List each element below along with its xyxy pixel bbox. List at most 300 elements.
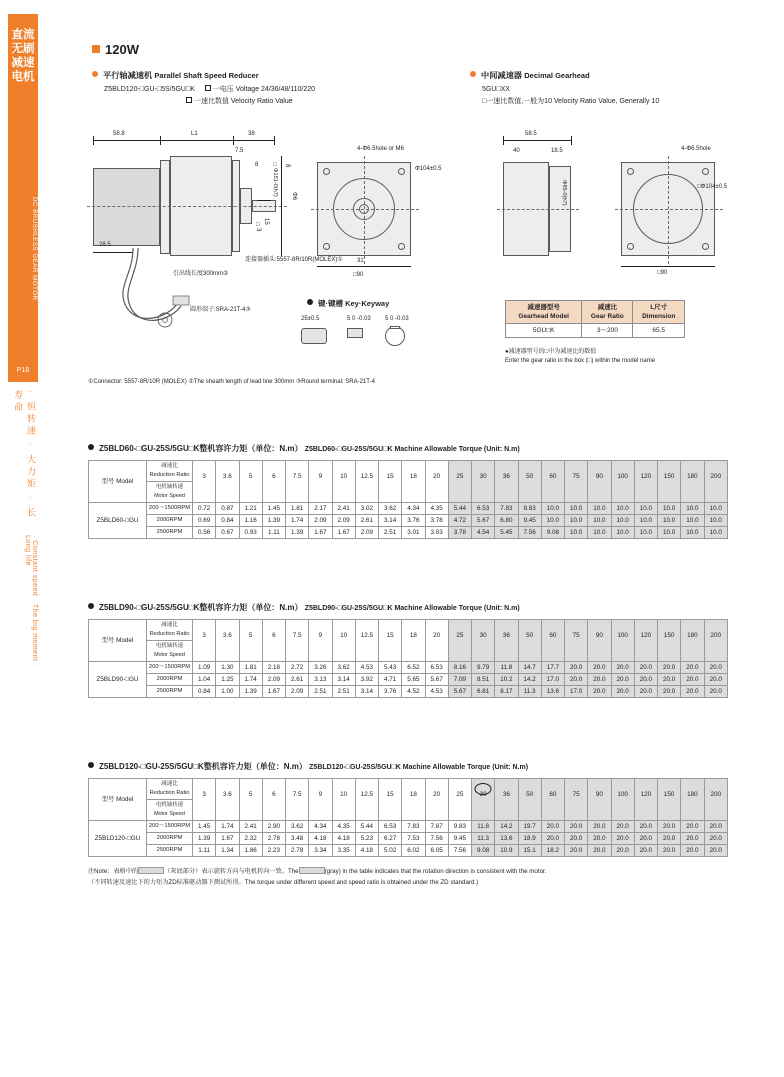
dim-tick	[274, 136, 275, 145]
ratio-spacer-cell	[472, 800, 495, 821]
table-row	[89, 662, 728, 674]
torque-table-3	[88, 778, 728, 857]
ratio-cell: 18	[402, 620, 425, 641]
torque-header-row	[89, 461, 728, 482]
torque-value-cell: 11.8	[472, 821, 495, 833]
torque-value-cell: 3.34	[309, 845, 332, 857]
dim-3: □3	[255, 222, 261, 232]
torque-value-cell: 20.0	[704, 845, 728, 857]
torque-value-cell: 6.80	[495, 515, 518, 527]
torque-value-cell: 0.93	[239, 527, 262, 539]
gearhead-th-dim: L尺寸 Dimension	[633, 301, 685, 324]
ratio-spacer-cell	[355, 482, 378, 503]
speed-cell: 200～1500RPM	[147, 503, 193, 515]
torque-value-cell: 13.6	[495, 833, 518, 845]
torque-value-cell: 10.0	[634, 503, 657, 515]
torque-value-cell: 5.23	[355, 833, 378, 845]
torque-value-cell: 10.0	[611, 515, 634, 527]
ratio-cell: 12.5	[355, 779, 378, 800]
ratio-spacer-cell	[658, 800, 681, 821]
ratio-spacer-cell	[286, 800, 309, 821]
torque-value-cell: 10.0	[611, 503, 634, 515]
ratio-spacer-cell	[541, 482, 564, 503]
speed-cell: 2500RPM	[147, 845, 193, 857]
ratio-cell: 200	[704, 461, 728, 482]
ratio-spacer-cell	[216, 482, 239, 503]
gearhead-note-cn: ●减速器型号的□中为减速比的数值	[505, 349, 597, 355]
torque-value-cell: 20.0	[634, 833, 657, 845]
table-row	[89, 821, 728, 833]
torque-value-cell: 20.0	[565, 674, 588, 686]
dim-tick	[503, 136, 504, 145]
torque-value-cell: 20.0	[634, 662, 657, 674]
shaft-section	[385, 326, 405, 346]
torque-value-cell: 0.72	[193, 503, 216, 515]
speed-cell: 2500RPM	[147, 686, 193, 698]
ratio-cell: 20	[425, 620, 448, 641]
torque-value-cell: 3.35	[332, 845, 355, 857]
torque-value-cell: 3.14	[379, 515, 402, 527]
ratio-spacer-cell	[495, 482, 518, 503]
torque-value-cell: 3.14	[355, 686, 378, 698]
torque-value-cell: 5.67	[448, 686, 471, 698]
model-cell: Z5BLD60-□GU	[89, 503, 147, 539]
torque-value-cell: 1.11	[193, 845, 216, 857]
dim-7-5: 7.5	[235, 148, 244, 154]
ratio-cell: 30	[472, 461, 495, 482]
torque-value-cell: 3.62	[286, 821, 309, 833]
ratio-spacer-cell	[402, 482, 425, 503]
torque-value-cell: 10.0	[704, 527, 728, 539]
keyway-line	[257, 200, 271, 201]
note-cn-1: 注Note：表格中的	[88, 868, 139, 875]
torque-value-cell: 9.08	[472, 845, 495, 857]
dim-sq90: □90	[353, 272, 364, 278]
torque-value-cell: 4.35	[332, 821, 355, 833]
torque-value-cell: 8.17	[495, 686, 518, 698]
dim-38: 38	[248, 131, 255, 137]
torque-value-cell: 1.67	[216, 833, 239, 845]
ratio-spacer-cell	[634, 482, 657, 503]
torque-value-cell: 17.0	[565, 686, 588, 698]
dim-line	[621, 266, 715, 267]
torque-value-cell: 20.0	[565, 821, 588, 833]
torque-value-cell: 10.0	[588, 515, 611, 527]
torque-value-cell: 3.62	[379, 503, 402, 515]
bullet-dot-icon-3	[307, 299, 313, 305]
ratio-spacer-cell	[355, 800, 378, 821]
ratio-cell: 6	[262, 779, 285, 800]
torque-table-1-heading	[88, 443, 520, 454]
ratio-cell: 100	[611, 461, 634, 482]
torque-value-cell: 1.81	[239, 662, 262, 674]
torque-value-cell: 1.21	[239, 503, 262, 515]
ratio-cell: 12.5	[355, 620, 378, 641]
bullet-dot-icon-5	[88, 603, 94, 609]
torque-value-cell: 20.0	[681, 845, 704, 857]
dim-phi104-right: □Φ104±0.5	[697, 184, 728, 190]
drawing-footnotes: ①Connector: 5557-8R/10R (MOLEX) ②The sheath length of lead line 300mm ③Round terminal: SRA-21T-4	[88, 379, 375, 385]
torque-value-cell: 10.0	[658, 515, 681, 527]
torque-2-title-en: Z5BLD90-□GU-25S/5GU□K Machine Allowable Torque (Unit: N.m)	[304, 605, 520, 612]
right-section-heading	[470, 70, 590, 81]
ratio-cell: 36	[495, 620, 518, 641]
torque-value-cell: 1.30	[216, 662, 239, 674]
torque-value-cell: 2.41	[332, 503, 355, 515]
ratio-cell: 9	[309, 779, 332, 800]
ratio-cell: 50	[518, 620, 541, 641]
gearhead-table-note	[505, 348, 735, 366]
gearhead-model-cell: 5GU□K	[506, 324, 582, 338]
ratio-header-cell: 减速比 Reduction Ratio	[147, 461, 193, 482]
ratio-spacer-cell	[402, 641, 425, 662]
torque-subheader-row	[89, 641, 728, 662]
ratio-cell: 25	[448, 461, 471, 482]
ratio-cell: 15	[379, 620, 402, 641]
left-model-code: Z5BLD120-□GU-□5S/5GU□K	[104, 86, 195, 93]
torque-value-cell: 2.41	[239, 821, 262, 833]
left-model-block	[104, 84, 315, 95]
torque-value-cell: 7.83	[495, 503, 518, 515]
torque-value-cell: 10.0	[634, 515, 657, 527]
torque-value-cell: 20.0	[634, 686, 657, 698]
torque-value-cell: 4.18	[355, 845, 378, 857]
connector-note: 连接器插头:5557-8R/10R(MOLEX)①	[245, 257, 343, 263]
torque-value-cell: 9.08	[541, 527, 564, 539]
mount-hole	[323, 168, 330, 175]
note-cn-2: （灰底部分）表示旋转方向与电机转向一致。The	[164, 868, 299, 875]
bullet-dot-icon	[92, 71, 98, 77]
key-dim-3: 5 0 -0.03	[385, 316, 409, 322]
ratio-spacer-cell	[262, 641, 285, 662]
ratio-cell: 150	[658, 461, 681, 482]
ratio-spacer-cell	[495, 641, 518, 662]
ratio-spacer-cell	[425, 641, 448, 662]
torque-value-cell: 13.6	[541, 686, 564, 698]
ratio-cell: 7.5	[286, 620, 309, 641]
gray-swatch-icon	[138, 867, 164, 874]
speed-cell: 2000RPM	[147, 833, 193, 845]
mount-hole	[627, 168, 634, 175]
torque-value-cell: 5.67	[472, 515, 495, 527]
torque-value-cell: 4.53	[355, 662, 378, 674]
left-title-en: Parallel Shaft Speed Reducer	[154, 71, 259, 80]
torque-value-cell: 0.56	[193, 527, 216, 539]
ratio-spacer-cell	[262, 800, 285, 821]
ratio-cell: 7.5	[286, 461, 309, 482]
torque-value-cell: 10.0	[681, 503, 704, 515]
torque-value-cell: 3.78	[425, 515, 448, 527]
dim-phi104: Φ104±0.5	[415, 166, 442, 172]
torque-value-cell: 2.51	[309, 686, 332, 698]
torque-value-cell: 1.45	[193, 821, 216, 833]
ratio-cell: 36	[495, 779, 518, 800]
torque-value-cell: 20.0	[588, 662, 611, 674]
torque-table-1	[88, 460, 728, 539]
torque-value-cell: 2.51	[332, 686, 355, 698]
dim-4-holes: 4-Φ6.5hole or M6	[357, 146, 404, 152]
torque-value-cell: 6.27	[379, 833, 402, 845]
torque-value-cell: 7.09	[448, 674, 471, 686]
ratio-spacer-cell	[588, 800, 611, 821]
dim-31: 31	[357, 258, 364, 264]
torque-value-cell: 6.02	[402, 845, 425, 857]
ratio-spacer-cell	[355, 641, 378, 662]
torque-value-cell: 20.0	[588, 845, 611, 857]
gearhead-th-model: 减速器型号 Gearhead Model	[506, 301, 582, 324]
mount-hole	[398, 243, 405, 250]
torque-value-cell: 1.86	[239, 845, 262, 857]
ratio-spacer-cell	[448, 482, 471, 503]
torque-value-cell: 3.76	[379, 686, 402, 698]
torque-value-cell: 2.78	[262, 833, 285, 845]
ratio-spacer-cell	[634, 800, 657, 821]
torque-value-cell: 20.0	[681, 662, 704, 674]
ratio-spacer-cell	[611, 641, 634, 662]
ratio-cell: 3	[193, 461, 216, 482]
ratio-cell: 3	[193, 620, 216, 641]
torque-value-cell: 20.0	[658, 662, 681, 674]
ratio-spacer-cell	[588, 482, 611, 503]
torque-value-cell: 3.02	[355, 503, 378, 515]
torque-value-cell: 2.90	[262, 821, 285, 833]
torque-value-cell: 14.2	[518, 674, 541, 686]
torque-value-cell: 20.0	[611, 686, 634, 698]
ratio-spacer-cell	[286, 641, 309, 662]
torque-value-cell: 1.09	[193, 662, 216, 674]
torque-value-cell: 6.53	[472, 503, 495, 515]
torque-value-cell: 5.44	[355, 821, 378, 833]
gearhead-th-ratio: 减速比 Gear Ratio	[582, 301, 633, 324]
dim-line	[503, 140, 571, 141]
torque-value-cell: 20.0	[611, 833, 634, 845]
torque-subheader-row	[89, 800, 728, 821]
ratio-spacer-cell	[425, 800, 448, 821]
ratio-cell: 15	[379, 779, 402, 800]
torque-value-cell: 10.0	[541, 503, 564, 515]
ratio-cell: 25	[448, 779, 471, 800]
table-row	[89, 686, 728, 698]
table-row	[506, 324, 685, 338]
table-row	[89, 515, 728, 527]
right-model-code: 5GU□XX	[482, 86, 510, 93]
speed-cell: 200～1500RPM	[147, 662, 193, 674]
ratio-spacer-cell	[193, 482, 216, 503]
torque-value-cell: 10.0	[565, 503, 588, 515]
key-dim-2: 5 0 -0.03	[347, 316, 371, 322]
torque-value-cell: 4.18	[309, 833, 332, 845]
torque-value-cell: 1.74	[239, 674, 262, 686]
ratio-cell: 9	[309, 620, 332, 641]
ratio-spacer-cell	[658, 641, 681, 662]
ratio-cell: 3.6	[216, 461, 239, 482]
ratio-cell: 25	[448, 620, 471, 641]
left-ratio-note: 一速比数值 Velocity Ratio Value	[193, 98, 293, 105]
torque-value-cell: 20.0	[704, 686, 728, 698]
ratio-cell: 200	[704, 779, 728, 800]
model-header-cell: 型号 Model	[89, 620, 147, 662]
ratio-spacer-cell	[448, 800, 471, 821]
torque-value-cell: 3.76	[402, 515, 425, 527]
shaft-keyway	[390, 326, 400, 329]
torque-value-cell: 2.32	[239, 833, 262, 845]
torque-value-cell: 0.67	[216, 527, 239, 539]
gearhead-note-en: Enter the gear ratio in the box (□) within the model name	[505, 358, 656, 364]
torque-1-title-en: Z5BLD60-□GU-25S/5GU□K Machine Allowable Torque (Unit: N.m)	[304, 446, 520, 453]
torque-value-cell: 20.0	[658, 833, 681, 845]
left-ratio-note-block	[186, 96, 293, 107]
dim-phi151-h7: □Φ151-0(h7)	[272, 162, 278, 197]
table-row	[89, 674, 728, 686]
mount-hole	[627, 243, 634, 250]
torque-value-cell: 14.7	[518, 662, 541, 674]
ratio-cell: 7.5	[286, 779, 309, 800]
torque-value-cell: 20.0	[588, 833, 611, 845]
torque-table-2-heading	[88, 602, 520, 613]
ratio-cell: 90	[588, 620, 611, 641]
torque-value-cell: 4.52	[402, 686, 425, 698]
ratio-spacer-cell	[565, 482, 588, 503]
torque-value-cell: 20.0	[704, 833, 728, 845]
keyway-heading: 键·键槽 Key·Keyway	[307, 298, 389, 309]
ratio-spacer-cell	[332, 800, 355, 821]
ratio-spacer-cell	[518, 641, 541, 662]
torque-value-cell: 2.61	[355, 515, 378, 527]
torque-value-cell: 1.34	[216, 845, 239, 857]
torque-value-cell: 2.23	[262, 845, 285, 857]
torque-value-cell: 2.09	[262, 674, 285, 686]
torque-value-cell: 20.0	[565, 662, 588, 674]
torque-value-cell: 9.83	[518, 503, 541, 515]
dim-18-5: 18.5	[551, 148, 563, 154]
torque-value-cell: 18.2	[541, 845, 564, 857]
ratio-cell: 15	[379, 461, 402, 482]
dim-phi85: Φ85-0(h7)	[561, 180, 567, 206]
model-header-cell: 型号 Model	[89, 461, 147, 503]
dim-line	[93, 140, 160, 141]
torque-value-cell: 20.0	[704, 821, 728, 833]
ratio-cell: 90	[588, 779, 611, 800]
torque-value-cell: 20.0	[658, 686, 681, 698]
left-section-heading	[92, 70, 259, 81]
torque-value-cell: 8.51	[472, 674, 495, 686]
ratio-cell: 150	[658, 620, 681, 641]
torque-value-cell: 0.84	[216, 515, 239, 527]
ratio-spacer-cell	[239, 641, 262, 662]
ratio-cell: 20	[425, 461, 448, 482]
gearhead-spec-table	[505, 300, 685, 338]
ratio-cell: 10	[332, 461, 355, 482]
ratio-spacer-cell	[239, 482, 262, 503]
torque-value-cell: 7.87	[425, 821, 448, 833]
table-row	[89, 527, 728, 539]
torque-value-cell: 10.0	[611, 527, 634, 539]
ratio-cell: 180	[681, 779, 704, 800]
ratio-spacer-cell	[588, 641, 611, 662]
torque-value-cell: 5.44	[448, 503, 471, 515]
torque-value-cell: 10.0	[658, 527, 681, 539]
torque-value-cell: 1.45	[262, 503, 285, 515]
ratio-spacer-cell	[611, 800, 634, 821]
motor-flange	[160, 160, 170, 254]
ratio-cell: 36	[495, 461, 518, 482]
orange-square-icon	[92, 45, 100, 53]
torque-value-cell: 2.78	[286, 845, 309, 857]
dim-line	[317, 266, 411, 267]
torque-value-cell: 4.35	[425, 503, 448, 515]
speed-header-cell: 电机轴转速 Motor Speed	[147, 641, 193, 662]
torque-value-cell: 10.0	[565, 527, 588, 539]
ratio-cell: 18	[402, 779, 425, 800]
center-line-v	[668, 156, 669, 264]
dim-40: 40	[513, 148, 520, 154]
dim-15: 15	[263, 218, 269, 225]
mount-hole	[398, 168, 405, 175]
torque-value-cell: 5.45	[495, 527, 518, 539]
ratio-header-cell: 减速比 Reduction Ratio	[147, 620, 193, 641]
torque-value-cell: 20.0	[658, 674, 681, 686]
torque-value-cell: 7.56	[448, 845, 471, 857]
torque-value-cell: 5.02	[379, 845, 402, 857]
ratio-spacer-cell	[309, 641, 332, 662]
table-row	[89, 845, 728, 857]
key-dim-1: 25±0.5	[301, 316, 320, 322]
right-title-cn: 中间减速器	[481, 71, 522, 80]
ratio-cell: 75	[565, 620, 588, 641]
dim-4-holes-right: 4-Φ6.5hole	[681, 146, 711, 152]
ratio-spacer-cell	[704, 800, 728, 821]
torque-value-cell: 11.8	[495, 662, 518, 674]
terminal-note: 圆形端子:SRA-21T-4③	[190, 307, 251, 313]
torque-value-cell: 20.0	[704, 662, 728, 674]
ratio-cell: 100	[611, 779, 634, 800]
ratio-spacer-cell	[379, 800, 402, 821]
dim-sq90-right: □90	[657, 270, 668, 276]
ratio-spacer-cell	[425, 482, 448, 503]
torque-header-row	[89, 620, 728, 641]
torque-value-cell: 10.0	[565, 515, 588, 527]
ratio-cell: 6	[262, 461, 285, 482]
torque-value-cell: 10.0	[588, 527, 611, 539]
torque-value-cell: 0.69	[193, 515, 216, 527]
torque-value-cell: 1.74	[216, 821, 239, 833]
torque-table-3-heading	[88, 761, 528, 772]
torque-value-cell: 1.74	[286, 515, 309, 527]
ratio-cell: 120	[634, 779, 657, 800]
dim-line	[281, 156, 282, 256]
torque-value-cell: 4.34	[402, 503, 425, 515]
center-line-h	[311, 209, 419, 210]
torque-value-cell: 3.13	[309, 674, 332, 686]
table-row	[89, 833, 728, 845]
torque-value-cell: 10.0	[634, 527, 657, 539]
torque-value-cell: 20.0	[704, 674, 728, 686]
torque-value-cell: 9.45	[518, 515, 541, 527]
torque-value-cell: 10.0	[658, 503, 681, 515]
torque-value-cell: 20.0	[611, 674, 634, 686]
torque-3-title-en: Z5BLD120-□GU-25S/5GU□K Machine Allowable Torque (Unit: N.m)	[309, 764, 529, 771]
torque-value-cell: 2.09	[286, 686, 309, 698]
keyway-section	[347, 328, 363, 338]
ratio-cell: 18	[402, 461, 425, 482]
torque-header-row	[89, 779, 728, 800]
torque-value-cell: 9.79	[472, 662, 495, 674]
dim-phi6: Φ6	[291, 192, 297, 201]
torque-value-cell: 1.39	[239, 686, 262, 698]
torque-1-title-cn: Z5BLD60-□GU-25S/5GU□K整机容许力矩（单位：N.m）	[99, 444, 303, 453]
torque-value-cell: 20.0	[588, 686, 611, 698]
ratio-cell: 90	[588, 461, 611, 482]
